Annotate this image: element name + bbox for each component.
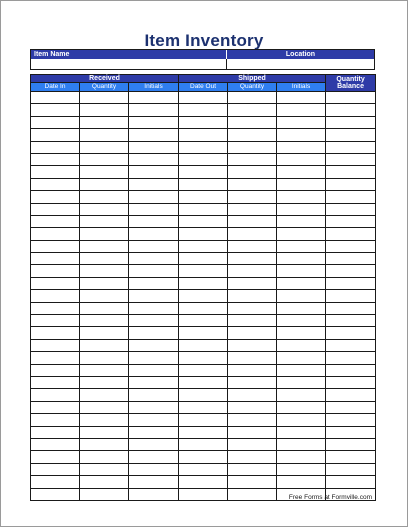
received-quantity-cell[interactable] [80, 153, 129, 165]
shipped-initials-cell[interactable] [277, 302, 326, 314]
shipped-initials-cell[interactable] [277, 265, 326, 277]
received-quantity-cell[interactable] [80, 215, 129, 227]
date-out-cell[interactable] [179, 488, 228, 500]
date-in-cell[interactable] [31, 290, 80, 302]
date-in-cell[interactable] [31, 153, 80, 165]
column-header-received-quantity: Quantity [80, 83, 129, 92]
date-out-cell[interactable] [179, 451, 228, 463]
table-row [31, 178, 376, 190]
date-in-cell[interactable] [31, 191, 80, 203]
table-row [31, 215, 376, 227]
received-quantity-cell[interactable] [80, 315, 129, 327]
shipped-initials-cell[interactable] [277, 153, 326, 165]
date-in-cell[interactable] [31, 302, 80, 314]
table-row [31, 463, 376, 475]
shipped-quantity-cell[interactable] [228, 376, 277, 388]
shipped-quantity-cell[interactable] [228, 389, 277, 401]
date-in-cell[interactable] [31, 253, 80, 265]
shipped-initials-cell[interactable] [277, 166, 326, 178]
shipped-initials-cell[interactable] [277, 476, 326, 488]
received-initials-cell[interactable] [129, 215, 179, 227]
date-in-cell[interactable] [31, 92, 80, 104]
shipped-initials-cell[interactable] [277, 228, 326, 240]
received-quantity-cell[interactable] [80, 463, 129, 475]
date-out-cell[interactable] [179, 277, 228, 289]
received-quantity-cell[interactable] [80, 339, 129, 351]
shipped-initials-cell[interactable] [277, 426, 326, 438]
received-quantity-cell[interactable] [80, 104, 129, 116]
shipped-quantity-cell[interactable] [228, 253, 277, 265]
shipped-quantity-cell[interactable] [228, 476, 277, 488]
shipped-quantity-cell[interactable] [228, 178, 277, 190]
quantity-balance-cell[interactable] [326, 92, 376, 104]
date-in-cell[interactable] [31, 203, 80, 215]
date-out-cell[interactable] [179, 166, 228, 178]
quantity-balance-cell[interactable] [326, 178, 376, 190]
received-initials-cell[interactable] [129, 141, 179, 153]
table-row [31, 191, 376, 203]
date-in-cell[interactable] [31, 315, 80, 327]
shipped-quantity-cell[interactable] [228, 302, 277, 314]
date-in-cell[interactable] [31, 215, 80, 227]
shipped-quantity-cell[interactable] [228, 228, 277, 240]
received-initials-cell[interactable] [129, 228, 179, 240]
received-initials-cell[interactable] [129, 240, 179, 252]
table-row [31, 253, 376, 265]
received-quantity-cell[interactable] [80, 92, 129, 104]
date-in-cell[interactable] [31, 166, 80, 178]
quantity-balance-cell[interactable] [326, 290, 376, 302]
table-row [31, 339, 376, 351]
table-row [31, 116, 376, 128]
table-row [31, 327, 376, 339]
received-initials-cell[interactable] [129, 116, 179, 128]
table-row [31, 153, 376, 165]
received-quantity-cell[interactable] [80, 426, 129, 438]
table-row [31, 389, 376, 401]
date-out-cell[interactable] [179, 438, 228, 450]
item-info-header [31, 50, 374, 59]
received-quantity-cell[interactable] [80, 116, 129, 128]
shipped-quantity-cell[interactable] [228, 215, 277, 227]
quantity-balance-cell[interactable] [326, 315, 376, 327]
table-row [31, 414, 376, 426]
table-row [31, 92, 376, 104]
quantity-balance-cell[interactable] [326, 191, 376, 203]
quantity-balance-cell[interactable] [326, 414, 376, 426]
received-initials-cell[interactable] [129, 265, 179, 277]
table-row [31, 277, 376, 289]
date-in-cell[interactable] [31, 129, 80, 141]
footer-credit: Free Forms at Formville.com [288, 494, 372, 501]
date-out-cell[interactable] [179, 401, 228, 413]
received-initials-cell[interactable] [129, 191, 179, 203]
received-initials-cell[interactable] [129, 401, 179, 413]
shipped-quantity-cell[interactable] [228, 315, 277, 327]
shipped-quantity-cell[interactable] [228, 438, 277, 450]
received-initials-cell[interactable] [129, 476, 179, 488]
shipped-quantity-cell[interactable] [228, 92, 277, 104]
received-initials-cell[interactable] [129, 463, 179, 475]
shipped-initials-cell[interactable] [277, 203, 326, 215]
quantity-balance-cell[interactable] [326, 476, 376, 488]
shipped-quantity-cell[interactable] [228, 463, 277, 475]
date-out-cell[interactable] [179, 426, 228, 438]
shipped-initials-cell[interactable] [277, 129, 326, 141]
shipped-initials-cell[interactable] [277, 92, 326, 104]
date-in-cell[interactable] [31, 228, 80, 240]
received-initials-cell[interactable] [129, 277, 179, 289]
table-row [31, 376, 376, 388]
inventory-log-table [30, 74, 376, 501]
received-initials-cell[interactable] [129, 352, 179, 364]
shipped-initials-cell[interactable] [277, 290, 326, 302]
shipped-initials-cell[interactable] [277, 451, 326, 463]
table-row [31, 265, 376, 277]
date-out-cell[interactable] [179, 463, 228, 475]
date-in-cell[interactable] [31, 389, 80, 401]
shipped-quantity-cell[interactable] [228, 141, 277, 153]
date-out-cell[interactable] [179, 414, 228, 426]
table-row [31, 401, 376, 413]
quantity-balance-cell[interactable] [326, 141, 376, 153]
shipped-quantity-cell[interactable] [228, 240, 277, 252]
shipped-quantity-cell[interactable] [228, 488, 277, 500]
received-initials-cell[interactable] [129, 488, 179, 500]
date-in-cell[interactable] [31, 352, 80, 364]
shipped-initials-cell[interactable] [277, 191, 326, 203]
shipped-quantity-cell[interactable] [228, 352, 277, 364]
quantity-balance-cell[interactable] [326, 401, 376, 413]
column-header-date-in: Date In [31, 83, 80, 92]
shipped-quantity-cell[interactable] [228, 426, 277, 438]
shipped-group-header: Shipped [179, 75, 326, 83]
quantity-balance-cell[interactable] [326, 129, 376, 141]
quantity-balance-cell[interactable] [326, 228, 376, 240]
column-header-received-initials: Initials [129, 83, 179, 92]
table-row [31, 129, 376, 141]
location-label: Location [285, 51, 316, 58]
shipped-quantity-cell[interactable] [228, 116, 277, 128]
received-quantity-cell[interactable] [80, 191, 129, 203]
received-initials-cell[interactable] [129, 178, 179, 190]
shipped-initials-cell[interactable] [277, 315, 326, 327]
quantity-balance-cell[interactable] [326, 327, 376, 339]
received-initials-cell[interactable] [129, 129, 179, 141]
received-quantity-cell[interactable] [80, 240, 129, 252]
received-initials-cell[interactable] [129, 290, 179, 302]
shipped-quantity-cell[interactable] [228, 153, 277, 165]
shipped-initials-cell[interactable] [277, 352, 326, 364]
date-out-cell[interactable] [179, 215, 228, 227]
page-title: Item Inventory [144, 31, 264, 50]
date-in-cell[interactable] [31, 116, 80, 128]
received-quantity-cell[interactable] [80, 178, 129, 190]
date-in-cell[interactable] [31, 265, 80, 277]
received-initials-cell[interactable] [129, 364, 179, 376]
date-out-cell[interactable] [179, 253, 228, 265]
received-initials-cell[interactable] [129, 315, 179, 327]
table-row [31, 426, 376, 438]
table-row [31, 352, 376, 364]
table-row [31, 141, 376, 153]
received-initials-cell[interactable] [129, 253, 179, 265]
date-out-cell[interactable] [179, 352, 228, 364]
date-in-cell[interactable] [31, 104, 80, 116]
date-out-cell[interactable] [179, 104, 228, 116]
date-out-cell[interactable] [179, 290, 228, 302]
received-initials-cell[interactable] [129, 339, 179, 351]
item-name-field[interactable] [31, 59, 227, 69]
date-in-cell[interactable] [31, 463, 80, 475]
column-header-shipped-initials: Initials [277, 83, 326, 92]
shipped-initials-cell[interactable] [277, 364, 326, 376]
date-out-cell[interactable] [179, 302, 228, 314]
shipped-initials-cell[interactable] [277, 401, 326, 413]
date-in-cell[interactable] [31, 240, 80, 252]
received-quantity-cell[interactable] [80, 352, 129, 364]
date-out-cell[interactable] [179, 228, 228, 240]
received-initials-cell[interactable] [129, 302, 179, 314]
received-initials-cell[interactable] [129, 438, 179, 450]
shipped-quantity-cell[interactable] [228, 191, 277, 203]
column-header-date-out: Date Out [179, 83, 228, 92]
date-out-cell[interactable] [179, 265, 228, 277]
received-quantity-cell[interactable] [80, 290, 129, 302]
table-row [31, 203, 376, 215]
received-quantity-cell[interactable] [80, 203, 129, 215]
date-out-cell[interactable] [179, 476, 228, 488]
shipped-quantity-cell[interactable] [228, 265, 277, 277]
date-in-cell[interactable] [31, 364, 80, 376]
received-quantity-cell[interactable] [80, 327, 129, 339]
quantity-balance-cell[interactable] [326, 265, 376, 277]
date-in-cell[interactable] [31, 376, 80, 388]
date-in-cell[interactable] [31, 401, 80, 413]
received-quantity-cell[interactable] [80, 265, 129, 277]
received-initials-cell[interactable] [129, 389, 179, 401]
quantity-balance-cell[interactable] [326, 463, 376, 475]
date-out-cell[interactable] [179, 203, 228, 215]
shipped-initials-cell[interactable] [277, 389, 326, 401]
table-row [31, 315, 376, 327]
shipped-initials-cell[interactable] [277, 178, 326, 190]
date-in-cell[interactable] [31, 178, 80, 190]
quantity-balance-cell[interactable] [326, 426, 376, 438]
shipped-initials-cell[interactable] [277, 240, 326, 252]
received-initials-cell[interactable] [129, 92, 179, 104]
table-row [31, 166, 376, 178]
shipped-initials-cell[interactable] [277, 463, 326, 475]
quantity-balance-cell[interactable] [326, 364, 376, 376]
shipped-initials-cell[interactable] [277, 414, 326, 426]
received-initials-cell[interactable] [129, 426, 179, 438]
shipped-initials-cell[interactable] [277, 438, 326, 450]
location-field[interactable] [227, 59, 374, 69]
table-row [31, 240, 376, 252]
shipped-quantity-cell[interactable] [228, 364, 277, 376]
table-row [31, 104, 376, 116]
quantity-balance-cell[interactable] [326, 104, 376, 116]
table-row [31, 364, 376, 376]
date-out-cell[interactable] [179, 364, 228, 376]
quantity-balance-cell[interactable] [326, 438, 376, 450]
shipped-initials-cell[interactable] [277, 104, 326, 116]
shipped-initials-cell[interactable] [277, 116, 326, 128]
table-row [31, 451, 376, 463]
received-quantity-cell[interactable] [80, 253, 129, 265]
shipped-initials-cell[interactable] [277, 327, 326, 339]
shipped-initials-cell[interactable] [277, 339, 326, 351]
received-quantity-cell[interactable] [80, 476, 129, 488]
shipped-initials-cell[interactable] [277, 376, 326, 388]
shipped-quantity-cell[interactable] [228, 401, 277, 413]
item-info-fields [31, 59, 374, 69]
shipped-quantity-cell[interactable] [228, 277, 277, 289]
received-quantity-cell[interactable] [80, 364, 129, 376]
date-out-cell[interactable] [179, 92, 228, 104]
shipped-quantity-cell[interactable] [228, 129, 277, 141]
date-out-cell[interactable] [179, 327, 228, 339]
quantity-balance-cell[interactable] [326, 352, 376, 364]
shipped-initials-cell[interactable] [277, 253, 326, 265]
received-quantity-cell[interactable] [80, 376, 129, 388]
shipped-quantity-cell[interactable] [228, 290, 277, 302]
date-out-cell[interactable] [179, 153, 228, 165]
date-out-cell[interactable] [179, 389, 228, 401]
date-in-cell[interactable] [31, 327, 80, 339]
received-initials-cell[interactable] [129, 327, 179, 339]
quantity-balance-cell[interactable] [326, 302, 376, 314]
quantity-balance-cell[interactable] [326, 240, 376, 252]
received-quantity-cell[interactable] [80, 401, 129, 413]
received-quantity-cell[interactable] [80, 141, 129, 153]
table-row [31, 302, 376, 314]
date-out-cell[interactable] [179, 191, 228, 203]
quantity-balance-cell[interactable] [326, 451, 376, 463]
shipped-initials-cell[interactable] [277, 141, 326, 153]
table-row [31, 228, 376, 240]
quantity-balance-cell[interactable] [326, 277, 376, 289]
received-quantity-cell[interactable] [80, 488, 129, 500]
date-out-cell[interactable] [179, 129, 228, 141]
received-initials-cell[interactable] [129, 203, 179, 215]
date-in-cell[interactable] [31, 277, 80, 289]
date-in-cell[interactable] [31, 339, 80, 351]
date-in-cell[interactable] [31, 476, 80, 488]
shipped-initials-cell[interactable] [277, 277, 326, 289]
date-in-cell[interactable] [31, 451, 80, 463]
quantity-balance-cell[interactable] [326, 153, 376, 165]
shipped-quantity-cell[interactable] [228, 414, 277, 426]
date-out-cell[interactable] [179, 339, 228, 351]
shipped-initials-cell[interactable] [277, 215, 326, 227]
date-out-cell[interactable] [179, 376, 228, 388]
quantity-balance-cell[interactable] [326, 389, 376, 401]
shipped-quantity-cell[interactable] [228, 451, 277, 463]
quantity-balance-cell[interactable] [326, 376, 376, 388]
item-name-label: Item Name [31, 50, 227, 59]
shipped-quantity-cell[interactable] [228, 339, 277, 351]
table-row [31, 290, 376, 302]
received-quantity-cell[interactable] [80, 389, 129, 401]
received-group-header: Received [31, 75, 179, 83]
date-out-cell[interactable] [179, 315, 228, 327]
table-row [31, 438, 376, 450]
quantity-balance-cell[interactable] [326, 339, 376, 351]
date-in-cell[interactable] [31, 438, 80, 450]
date-in-cell[interactable] [31, 141, 80, 153]
received-quantity-cell[interactable] [80, 166, 129, 178]
date-out-cell[interactable] [179, 178, 228, 190]
quantity-balance-cell[interactable] [326, 203, 376, 215]
date-in-cell[interactable] [31, 414, 80, 426]
date-in-cell[interactable] [31, 426, 80, 438]
date-out-cell[interactable] [179, 116, 228, 128]
shipped-quantity-cell[interactable] [228, 166, 277, 178]
quantity-balance-cell[interactable] [326, 253, 376, 265]
inventory-rows [31, 92, 376, 501]
shipped-quantity-cell[interactable] [228, 203, 277, 215]
quantity-balance-cell[interactable] [326, 116, 376, 128]
received-initials-cell[interactable] [129, 451, 179, 463]
quantity-balance-cell[interactable] [326, 215, 376, 227]
received-quantity-cell[interactable] [80, 438, 129, 450]
quantity-balance-cell[interactable] [326, 166, 376, 178]
received-initials-cell[interactable] [129, 153, 179, 165]
received-quantity-cell[interactable] [80, 129, 129, 141]
received-initials-cell[interactable] [129, 166, 179, 178]
date-out-cell[interactable] [179, 240, 228, 252]
date-out-cell[interactable] [179, 141, 228, 153]
table-row [31, 476, 376, 488]
item-info-table [30, 49, 375, 70]
date-in-cell[interactable] [31, 488, 80, 500]
quantity-balance-header: Quantity Balance [326, 75, 376, 92]
shipped-quantity-cell[interactable] [228, 104, 277, 116]
received-initials-cell[interactable] [129, 104, 179, 116]
shipped-quantity-cell[interactable] [228, 327, 277, 339]
received-initials-cell[interactable] [129, 414, 179, 426]
column-header-shipped-quantity: Quantity [228, 83, 277, 92]
received-quantity-cell[interactable] [80, 277, 129, 289]
received-quantity-cell[interactable] [80, 451, 129, 463]
received-quantity-cell[interactable] [80, 414, 129, 426]
received-quantity-cell[interactable] [80, 302, 129, 314]
received-initials-cell[interactable] [129, 376, 179, 388]
received-quantity-cell[interactable] [80, 228, 129, 240]
